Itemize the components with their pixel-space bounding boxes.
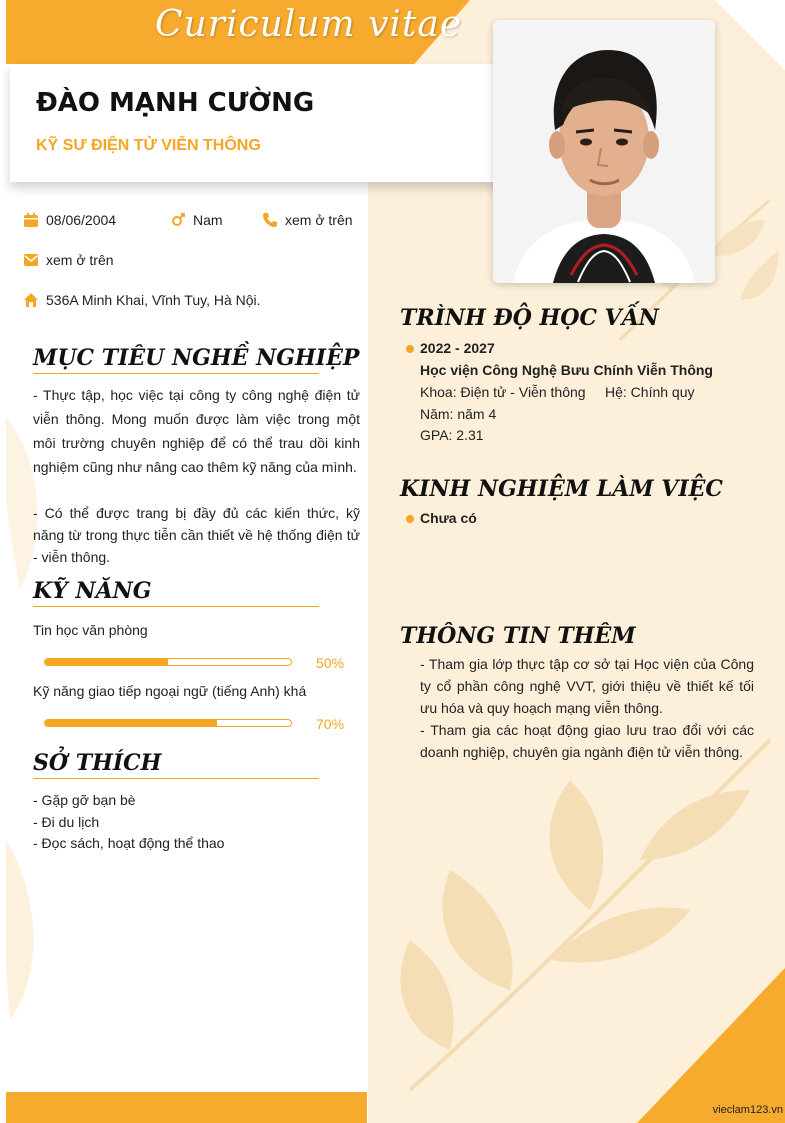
education-system: Hệ: Chính quy — [605, 384, 695, 400]
profile-photo — [493, 20, 715, 283]
top-right-corner — [715, 0, 785, 70]
skill-percent-2: 70% — [316, 716, 345, 732]
education-bullet — [406, 345, 414, 353]
name-card — [10, 64, 515, 182]
phone-icon — [262, 212, 278, 228]
left-edge — [0, 0, 6, 1123]
person-portrait-icon — [493, 20, 715, 283]
skill-label-1: Tin học văn phòng — [33, 622, 148, 638]
experience-bullet — [406, 515, 414, 523]
extra-para-1: - Tham gia lớp thực tập cơ sở tại Học viện của Công ty cổ phần công nghệ VVT, giới thiệu về thiết kế tối ưu hóa và quy hoạch mạng viễn thông. — [420, 656, 754, 716]
education-year: Năm: năm 4 — [420, 406, 497, 422]
extra-para-2: - Tham gia các hoạt động giao lưu trao đổi với các doanh nghiệp, chuyên gia ngành điện tử viễn thông. — [420, 722, 754, 760]
birthday-row — [23, 212, 116, 228]
hobbies-underline — [33, 778, 319, 779]
gender-icon — [170, 212, 186, 228]
skill-label-2: Kỹ năng giao tiếp ngoại ngữ (tiếng Anh) khá — [33, 683, 307, 699]
address-value: 536A Minh Khai, Vĩnh Tuy, Hà Nội. — [46, 292, 261, 308]
gender-value: Nam — [193, 212, 223, 228]
skill-bar-fill-2 — [45, 720, 217, 726]
education-title: TRÌNH ĐỘ HỌC VẤN — [400, 305, 659, 331]
experience-title: KINH NGHIỆM LÀM VIỆC — [400, 476, 723, 502]
skill-bar-1 — [44, 658, 292, 666]
objective-para-2: - Có thể được trang bị đầy đủ các kiến thức, kỹ năng từ trong thực tiễn cần thiết về hệ thống điện tử - viễn thông. — [33, 505, 360, 565]
bottom-band — [6, 1092, 367, 1123]
address-row — [23, 292, 261, 308]
objective-para-1: - Thực tập, học việc tại công ty công nghệ điện tử viễn thông. Mong muốn được làm việc trong một môi trường chuyên nghiệp để có thể trau dồi kinh nghiệm cũng như nâng cao thêm kỹ năng của mình. — [33, 387, 360, 475]
email-value: xem ở trên — [46, 252, 114, 268]
birthday-value: 08/06/2004 — [46, 212, 117, 228]
hobby-item: - Gặp gỡ bạn bè — [33, 792, 136, 808]
bottom-right-corner — [637, 968, 785, 1123]
home-icon — [23, 292, 39, 308]
objective-underline — [33, 373, 319, 374]
education-school: Học viện Công Nghệ Bưu Chính Viễn Thông — [420, 362, 713, 378]
calendar-icon — [23, 212, 39, 228]
phone-value: xem ở trên — [285, 212, 353, 228]
gender-row — [170, 212, 223, 228]
hobbies-title: SỞ THÍCH — [33, 750, 162, 776]
skill-bar-fill-1 — [45, 659, 168, 665]
objective-title: MỤC TIÊU NGHỀ NGHIỆP — [33, 345, 360, 371]
skill-bar-2 — [44, 719, 292, 727]
education-faculty: Khoa: Điện tử - Viễn thông — [420, 384, 586, 400]
education-period: 2022 - 2027 — [420, 340, 495, 356]
hobby-item: - Đọc sách, hoạt động thể thao — [33, 835, 225, 851]
skill-percent-1: 50% — [316, 655, 345, 671]
skills-underline — [33, 606, 319, 607]
extra-title: THÔNG TIN THÊM — [400, 623, 636, 649]
cv-title: Curiculum vitae — [155, 4, 463, 45]
hobby-item: - Đi du lịch — [33, 814, 100, 830]
phone-row — [262, 212, 353, 228]
email-row — [23, 252, 114, 268]
experience-item: Chưa có — [420, 510, 477, 526]
job-title: KỸ SƯ ĐIỆN TỬ VIỄN THÔNG — [36, 137, 261, 154]
education-gpa: GPA: 2.31 — [420, 427, 484, 443]
skills-title: KỸ NĂNG — [33, 578, 152, 604]
full-name: ĐÀO MẠNH CƯỜNG — [36, 88, 315, 118]
envelope-icon — [23, 252, 39, 268]
footer-site: vieclam123.vn — [712, 1104, 783, 1116]
